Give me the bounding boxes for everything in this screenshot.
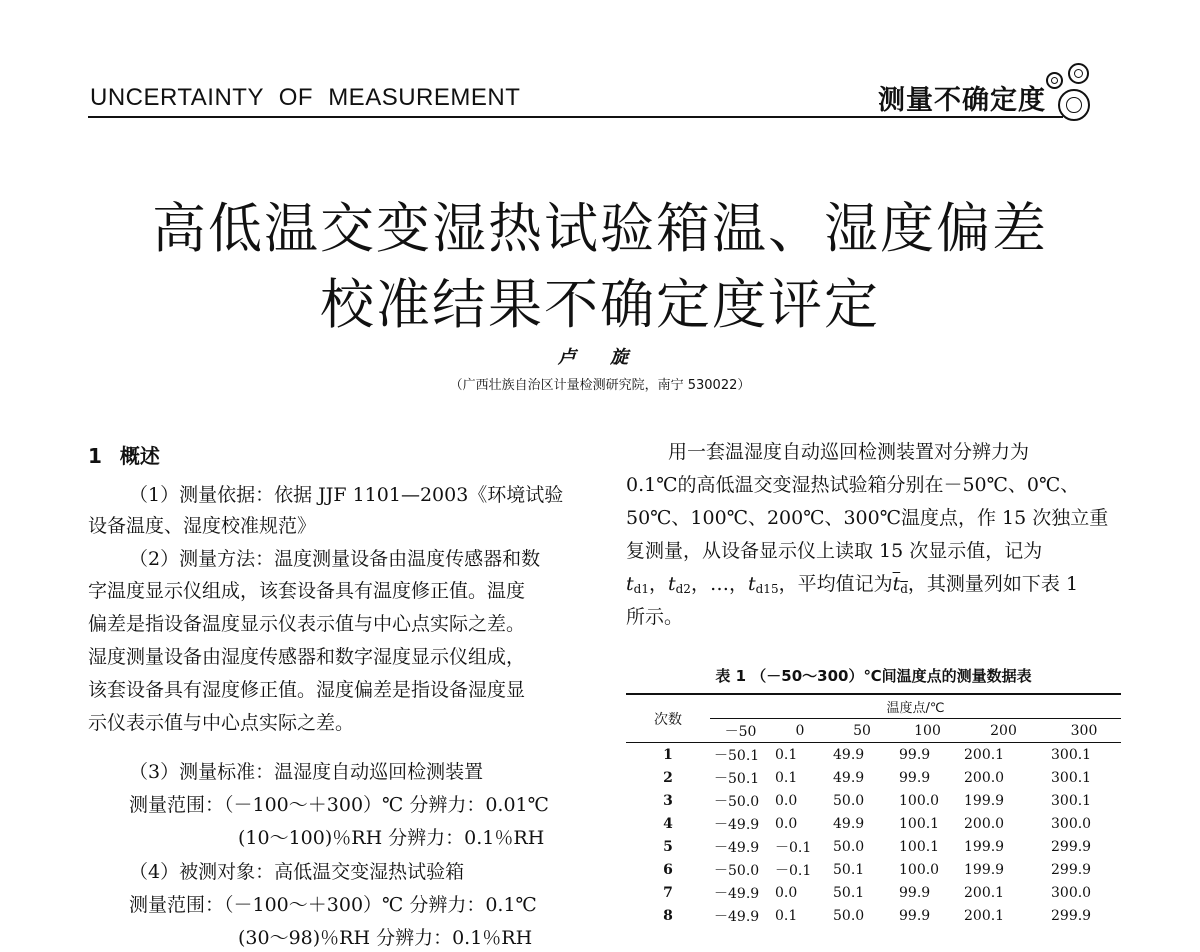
author: 卢 旋 xyxy=(557,347,643,368)
formula-line: $t_{d1}$，$t_{d2}$，…，$t_{d15}$，平均值记为$t_d$，其测量列如下表 1 xyxy=(626,573,1079,596)
table-cell: －50.0 xyxy=(714,862,760,879)
table-cell: 200.1 xyxy=(964,907,1005,924)
body-line: （4）被测对象：高低温交变湿热试验箱 xyxy=(129,861,465,883)
table-cell: 0.1 xyxy=(775,907,798,924)
row-index: 2 xyxy=(663,769,673,786)
table-cell: 0.0 xyxy=(775,792,798,809)
table-cell: 50.0 xyxy=(833,792,865,809)
table-cell: 300.1 xyxy=(1051,746,1092,763)
table-row xyxy=(626,743,1121,767)
body-line: (30～98)％RH 分辨力：0.1％RH xyxy=(238,927,533,949)
row-label-header: 次数 xyxy=(626,694,710,743)
table-cell: 100.1 xyxy=(899,838,940,855)
column-header: 100 xyxy=(895,719,960,743)
body-line: （3）测量标准：温湿度自动巡回检测装置 xyxy=(129,761,484,783)
table-cell: －0.1 xyxy=(775,862,812,879)
table-caption: 表 1 （－50～300）℃间温度点的测量数据表 xyxy=(715,667,1032,685)
table-cell: 100.1 xyxy=(899,815,940,832)
table-cell: 49.9 xyxy=(833,769,865,786)
table-cell: －49.9 xyxy=(714,816,760,833)
column-header: 200 xyxy=(960,719,1047,743)
table-cell: 200.0 xyxy=(964,769,1005,786)
table-cell: 300.0 xyxy=(1051,815,1092,832)
table-cell: 0.0 xyxy=(775,815,798,832)
table-row xyxy=(626,789,1121,812)
measurement-table xyxy=(626,693,1121,927)
row-index: 1 xyxy=(663,746,673,763)
table-cell: 0.0 xyxy=(775,884,798,901)
row-index: 8 xyxy=(663,907,673,924)
table-cell: 299.9 xyxy=(1051,861,1092,878)
affiliation: （广西壮族自治区计量检测研究院，南宁 530022） xyxy=(449,378,751,393)
header-rule xyxy=(88,116,1063,118)
article-title-line2: 校准结果不确定度评定 xyxy=(320,273,880,336)
table-cell: －50.1 xyxy=(714,747,760,764)
section-number: 1 xyxy=(88,444,102,468)
table-cell: 50.0 xyxy=(833,838,865,855)
row-index: 3 xyxy=(663,792,673,809)
table-row xyxy=(626,766,1121,789)
table-cell: 199.9 xyxy=(964,861,1005,878)
body-line: 测量范围：（－100～＋300）℃ 分辨力：0.1℃ xyxy=(129,894,537,916)
row-index: 7 xyxy=(663,884,673,901)
table-cell: 99.9 xyxy=(899,746,931,763)
column-header: －50 xyxy=(710,719,771,743)
column-header: 300 xyxy=(1047,719,1121,743)
table-header-row xyxy=(626,694,1121,719)
table-cell: 100.0 xyxy=(899,792,940,809)
table-cell: 300.1 xyxy=(1051,769,1092,786)
table-cell: 300.0 xyxy=(1051,884,1092,901)
table-cell: 200.1 xyxy=(964,746,1005,763)
table-cell: 299.9 xyxy=(1051,838,1092,855)
body-line: 设备温度、湿度校准规范》 xyxy=(88,515,317,537)
body-line: 示仪表示值与中心点实际之差。 xyxy=(88,712,355,734)
table-cell: 100.0 xyxy=(899,861,940,878)
column-header: 50 xyxy=(829,719,895,743)
body-line: （2）测量方法：温度测量设备由温度传感器和数 xyxy=(129,548,541,570)
body-line: 50℃、100℃、200℃、300℃温度点，作 15 次独立重 xyxy=(626,507,1109,529)
journal-section-title: UNCERTAINTY OF MEASUREMENT xyxy=(90,84,521,111)
body-line: 复测量，从设备显示仪上读取 15 次显示值，记为 xyxy=(626,540,1043,562)
body-line: 所示。 xyxy=(626,606,684,628)
body-line: （1）测量依据：依据 JJF 1101—2003《环境试验 xyxy=(129,484,564,506)
body-line: 用一套温湿度自动巡回检测装置对分辨力为 xyxy=(668,441,1030,463)
table-cell: 99.9 xyxy=(899,884,931,901)
table-cell: 50.0 xyxy=(833,907,865,924)
table-cell: 49.9 xyxy=(833,815,865,832)
body-line: 字温度显示仪组成，该套设备具有温度修正值。温度 xyxy=(88,580,526,602)
table-cell: －49.9 xyxy=(714,839,760,856)
article-title-line1: 高低温交变湿热试验箱温、湿度偏差 xyxy=(152,197,1048,260)
section-heading xyxy=(88,440,178,469)
table-row xyxy=(626,812,1121,835)
row-index: 5 xyxy=(663,838,673,855)
table-cell: 199.9 xyxy=(964,792,1005,809)
group-header: 温度点/℃ xyxy=(710,694,1121,719)
row-index: 6 xyxy=(663,861,673,878)
table-cell: 99.9 xyxy=(899,907,931,924)
table-cell: 199.9 xyxy=(964,838,1005,855)
table-cell: －0.1 xyxy=(775,839,812,856)
column-header: 0 xyxy=(771,719,829,743)
table-row xyxy=(626,835,1121,858)
table-cell: 49.9 xyxy=(833,746,865,763)
table-row xyxy=(626,904,1121,927)
table-cell: 200.1 xyxy=(964,884,1005,901)
journal-section-title-cn: 测量不确定度 xyxy=(878,85,1046,116)
table-cell: 0.1 xyxy=(775,769,798,786)
table-cell: －50.0 xyxy=(714,793,760,810)
row-index: 4 xyxy=(663,815,673,832)
body-line: 该套设备具有湿度修正值。湿度偏差是指设备湿度显 xyxy=(88,679,526,701)
table-cell: 0.1 xyxy=(775,746,798,763)
table-row xyxy=(626,858,1121,881)
table-cell: 200.0 xyxy=(964,815,1005,832)
table-cell: 300.1 xyxy=(1051,792,1092,809)
table-cell: －49.9 xyxy=(714,908,760,925)
table-cell: －49.9 xyxy=(714,885,760,902)
table-cell: －50.1 xyxy=(714,770,760,787)
body-line: 测量范围：（－100～＋300）℃ 分辨力：0.01℃ xyxy=(129,794,549,816)
section-title: 概述 xyxy=(119,444,160,468)
body-line: (10～100)％RH 分辨力：0.1％RH xyxy=(238,827,545,849)
table-cell: 50.1 xyxy=(833,861,865,878)
body-line: 偏差是指设备温度显示仪表示值与中心点实际之差。 xyxy=(88,613,526,635)
table-cell: 50.1 xyxy=(833,884,865,901)
table-cell: 299.9 xyxy=(1051,907,1092,924)
body-line: 湿度测量设备由湿度传感器和数字湿度显示仪组成， xyxy=(88,646,526,668)
table-cell: 99.9 xyxy=(899,769,931,786)
table-row xyxy=(626,881,1121,904)
body-line: 0.1℃的高低温交变湿热试验箱分别在－50℃、0℃、 xyxy=(626,474,1080,496)
